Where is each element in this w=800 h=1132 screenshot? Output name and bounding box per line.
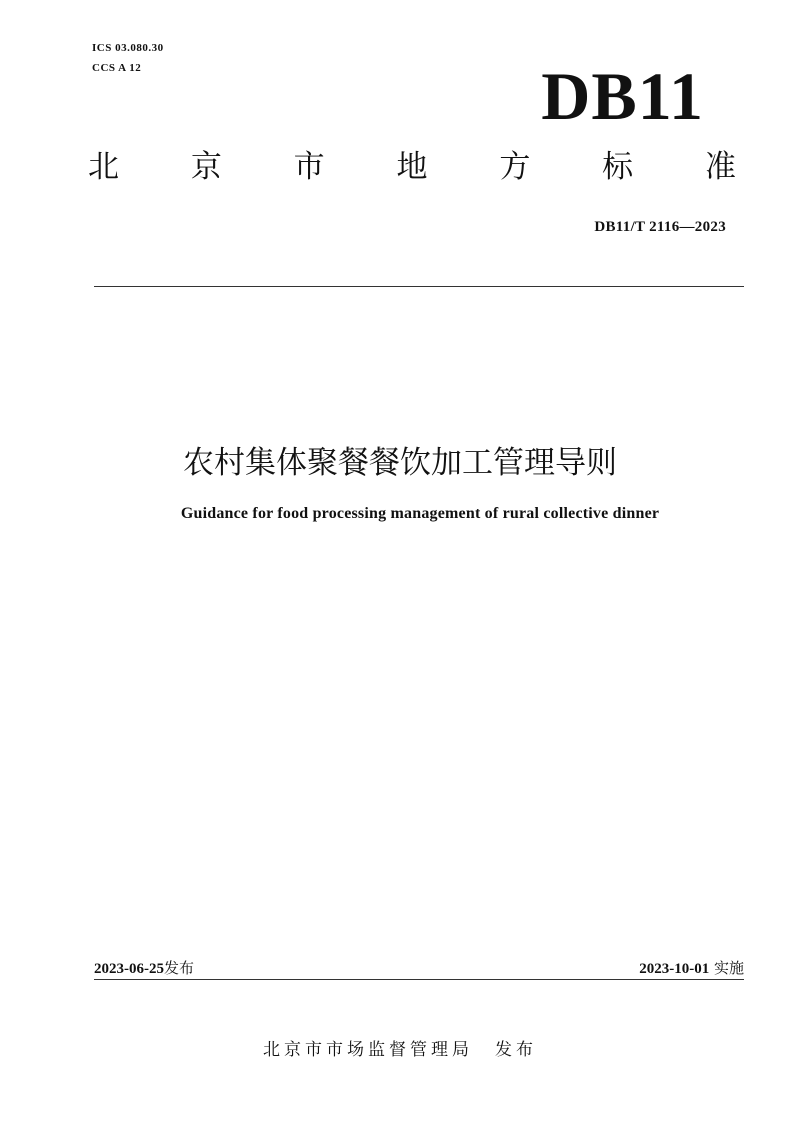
standard-type-char: 方 — [499, 149, 531, 185]
issue-label: 发布 — [164, 959, 195, 977]
publisher-line — [0, 1035, 800, 1060]
standard-type-char: 北 — [88, 149, 119, 185]
implement-date: 2023-10-01 — [639, 961, 710, 977]
standard-type-char: 市 — [293, 149, 325, 185]
standard-type-heading — [88, 149, 736, 185]
publisher-name: 北京市市场监督管理局 — [263, 1040, 473, 1060]
implement-label: 实施 — [713, 959, 744, 977]
standard-type-char: 京 — [190, 149, 222, 185]
header-divider — [94, 286, 744, 287]
publisher-action: 发布 — [495, 1040, 537, 1060]
ccs-classification: CCS A 12 — [92, 62, 142, 74]
standard-type-char: 地 — [396, 149, 428, 185]
ics-classification: ICS 03.080.30 — [92, 42, 164, 54]
issue-date-line — [94, 957, 194, 978]
issue-date: 2023-06-25 — [94, 961, 164, 977]
footer-divider — [94, 979, 744, 980]
standard-code: DB11/T 2116—2023 — [594, 219, 726, 235]
implement-date-line — [639, 957, 744, 978]
db-standard-mark: DB11 — [541, 58, 704, 134]
document-title-chinese: 农村集体聚餐餐饮加工管理导则 — [183, 445, 617, 481]
standard-type-char: 标 — [602, 149, 634, 185]
standard-type-char: 准 — [704, 149, 736, 185]
document-title-english: Guidance for food processing management of rural collective dinner — [180, 505, 660, 522]
